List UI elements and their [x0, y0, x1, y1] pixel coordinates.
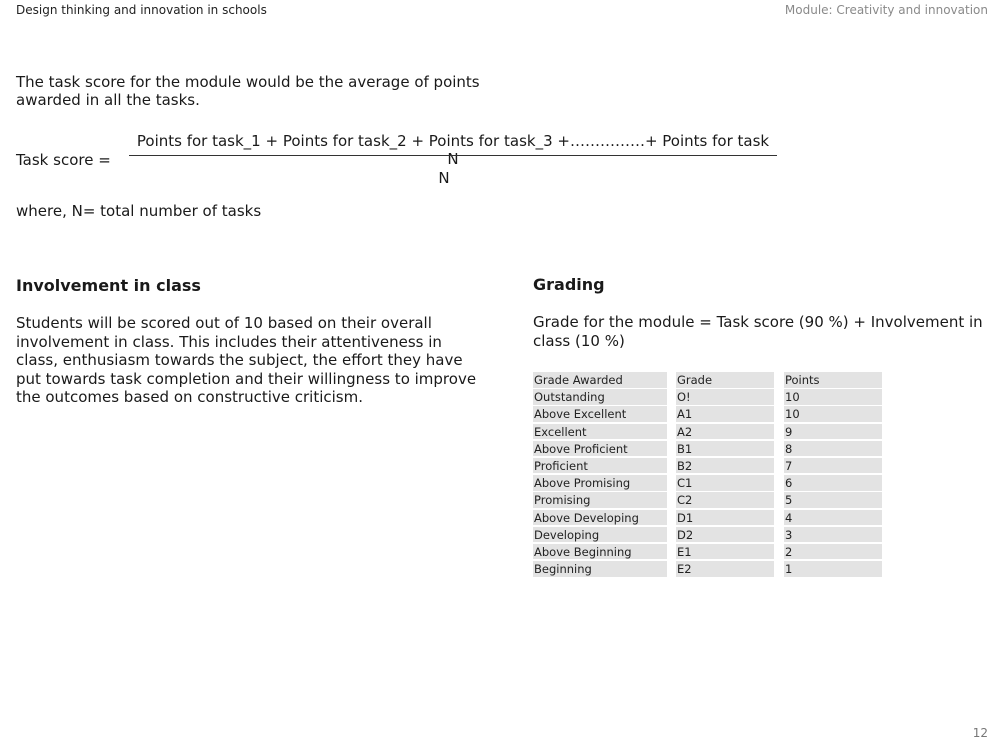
points-cell: 10 — [784, 389, 882, 405]
grade-awarded-cell: Outstanding — [533, 389, 667, 405]
header-cell-points: Points — [784, 372, 882, 388]
module-title: Module: Creativity and innovation — [784, 3, 988, 17]
grade-cell: B2 — [676, 458, 774, 474]
grade-cell: A1 — [676, 406, 774, 422]
points-cell: 4 — [784, 510, 882, 526]
page-number: 12 — [972, 726, 988, 740]
grade-awarded-cell: Excellent — [533, 424, 667, 440]
grade-awarded-cell: Proficient — [533, 458, 667, 474]
grade-awarded-cell: Developing — [533, 527, 667, 543]
grade-cell: D2 — [676, 527, 774, 543]
header-cell-grade-awarded: Grade Awarded — [533, 372, 667, 388]
grade-cell: C2 — [676, 492, 774, 508]
grade-cell: E2 — [676, 561, 774, 577]
formula-numerator: Points for task_1 + Points for task_2 + Points for task_3 +……………+ Points for task N — [136, 132, 770, 168]
grade-cell: B1 — [676, 441, 774, 457]
points-cell: 6 — [784, 475, 882, 491]
points-cell: 2 — [784, 544, 882, 560]
grade-awarded-cell: Above Developing — [533, 510, 667, 526]
grade-awarded-cell: Promising — [533, 492, 667, 508]
formula-denominator: N — [438, 169, 450, 187]
grading-paragraph: Grade for the module = Task score (90 %) + Involvement in class (10 %) — [533, 313, 983, 350]
course-title: Design thinking and innovation in schools — [16, 3, 267, 17]
grade-awarded-cell: Above Promising — [533, 475, 667, 491]
grade-awarded-cell: Above Beginning — [533, 544, 667, 560]
involvement-heading: Involvement in class — [16, 276, 201, 295]
where-note: where, N= total number of tasks — [16, 202, 262, 220]
header-cell-grade: Grade — [676, 372, 774, 388]
formula-label: Task score = — [16, 151, 111, 169]
involvement-paragraph: Students will be scored out of 10 based on their overall involvement in class. This includes their attentiveness in class, enthusiasm towards the subject, the effort they have put towards task completion and their willingness to improve the outcomes based on constructive criticism. — [16, 314, 477, 406]
grading-heading: Grading — [533, 275, 605, 294]
grade-awarded-cell: Above Proficient — [533, 441, 667, 457]
fraction-line — [129, 155, 777, 156]
points-cell: 9 — [784, 424, 882, 440]
grade-cell: O! — [676, 389, 774, 405]
grade-cell: E1 — [676, 544, 774, 560]
points-cell: 10 — [784, 406, 882, 422]
points-cell: 8 — [784, 441, 882, 457]
intro-paragraph: The task score for the module would be the average of points awarded in all the tasks. — [16, 73, 480, 109]
points-cell: 3 — [784, 527, 882, 543]
points-cell: 7 — [784, 458, 882, 474]
points-cell: 1 — [784, 561, 882, 577]
grade-cell: D1 — [676, 510, 774, 526]
grade-cell: A2 — [676, 424, 774, 440]
points-cell: 5 — [784, 492, 882, 508]
grade-awarded-cell: Beginning — [533, 561, 667, 577]
grade-cell: C1 — [676, 475, 774, 491]
grade-awarded-cell: Above Excellent — [533, 406, 667, 422]
